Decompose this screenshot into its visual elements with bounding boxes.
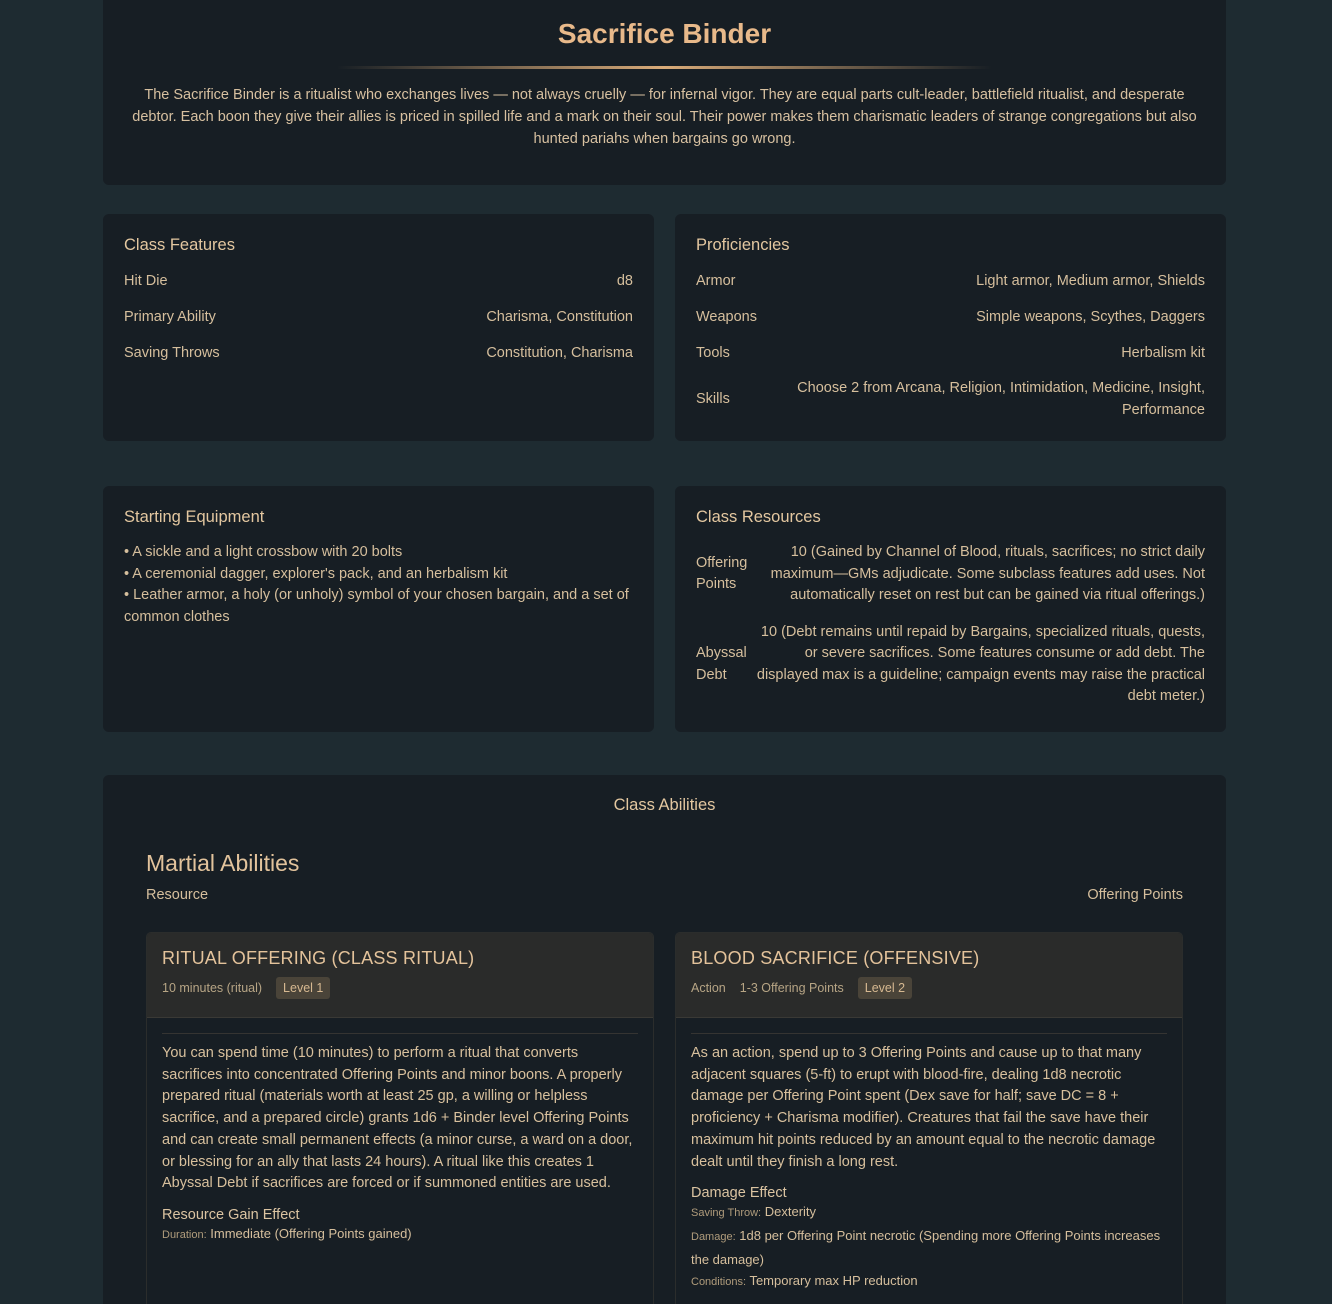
ability-name: BLOOD SACRIFICE (OFFENSIVE)	[691, 948, 980, 968]
effect-key: Damage:	[691, 1230, 736, 1243]
effect-key: Saving Throw:	[691, 1207, 762, 1220]
feature-row-hit-die	[124, 270, 633, 291]
resource-label: Resource	[146, 887, 209, 903]
prof-row-skills	[696, 378, 1205, 421]
prof-row-tools	[696, 342, 1205, 363]
effect-title: Damage Effect	[691, 1185, 787, 1202]
ability-card-ritual-offering	[146, 932, 654, 1304]
ability-casting-time: 10 minutes (ritual)	[162, 981, 263, 995]
prof-row-weapons	[696, 306, 1205, 327]
ability-card-header	[676, 933, 1182, 1018]
effect-value: Temporary max HP reduction	[749, 1273, 918, 1289]
class-features-title: Class Features	[124, 236, 235, 254]
ability-description: As an action, spend up to 3 Offering Points and cause up to that many adjacent squares (5-ft) to erupt with blood-fire, dealing 1d8 necrotic damage per Offering Point spent (Dex save for half; save DC = 8 + proficiency + Charisma modifier). Creatures that fail the save have their maximum hit points reduced by an amount equal to the necrotic damage dealt until they finish a long rest.	[691, 1045, 1156, 1170]
class-resources-card	[675, 486, 1226, 732]
martial-abilities-heading: Martial Abilities	[146, 850, 300, 876]
row-value: Constitution, Charisma	[486, 344, 633, 361]
class-resources-list	[696, 542, 1205, 708]
class-features-card	[103, 214, 654, 441]
row-label: Abyssal Debt	[696, 645, 747, 683]
proficiencies-title: Proficiencies	[696, 236, 790, 254]
page-title: Sacrifice Binder	[557, 18, 772, 49]
list-item: • Leather armor, a holy (or unholy) symbol of your chosen bargain, and a set of common clothes	[124, 587, 629, 625]
ability-description: You can spend time (10 minutes) to perform a ritual that converts sacrifices into concentrated Offering Points and minor boons. A properly prepared ritual (materials worth at least 25 gp, a willing or helpless sacrifice, and a prepared circle) grants 1d6 + Binder level Offering Points and can create small permanent effects (a minor curse, a ward on a door, or blessing for an ally that lasts 24 hours). A ritual like this creates 1 Abyssal Debt if sacrifices are forced or if summoned entities are used.	[162, 1045, 633, 1192]
ability-meta	[691, 977, 912, 999]
feature-row-primary-ability	[124, 306, 633, 327]
level-badge: Level 1	[276, 977, 330, 999]
ability-action-type: Action	[691, 981, 726, 995]
row-label: Skills	[696, 390, 730, 407]
class-description: The Sacrifice Binder is a ritualist who exchanges lives — not always cruelly — for infernal vigor. They are equal parts cult-leader, battlefield ritualist, and desperate debtor. Each boon they give their allies is priced in spilled life and a mark on their soul. Their power makes them charismatic leaders of strange congregations but also hunted pariahs when bargains go wrong.	[132, 87, 1197, 147]
row-value: Light armor, Medium armor, Shields	[976, 272, 1205, 289]
proficiencies-list	[696, 270, 1205, 421]
feature-row-saving-throws	[124, 342, 633, 363]
class-header	[103, 0, 1226, 185]
row-label: Saving Throws	[124, 344, 220, 361]
class-abilities-panel	[103, 775, 1226, 1304]
prof-row-armor	[696, 270, 1205, 291]
row-value: Herbalism kit	[1121, 344, 1205, 361]
effect-duration	[162, 1223, 638, 1247]
effect-key: Duration:	[162, 1228, 207, 1241]
ability-card-body	[691, 1033, 1167, 1294]
proficiencies-card	[675, 214, 1226, 441]
row-value: 10 (Debt remains until repaid by Bargains, specialized rituals, quests, or severe sacrifices. Some features consume or add debt. The displayed max is a guideline; campaign events may raise the practical debt meter.)	[756, 623, 1205, 704]
effect-conditions	[691, 1270, 1167, 1294]
class-resources-title: Class Resources	[696, 508, 821, 526]
list-item: • A ceremonial dagger, explorer's pack, and an herbalism kit	[124, 565, 508, 582]
equipment-list	[124, 542, 633, 628]
list-item: • A sickle and a light crossbow with 20 bolts	[124, 544, 403, 560]
ability-card-header	[147, 933, 653, 1018]
class-abilities-title: Class Abilities	[613, 796, 716, 814]
ability-meta	[162, 977, 330, 999]
effect-value: Dexterity	[764, 1204, 817, 1220]
row-value: 10 (Gained by Channel of Blood, rituals, sacrifices; no strict daily maximum—GMs adjudicate. Some subclass features add uses. Not automatically reset on rest but can be gained via ritual offerings.)	[770, 544, 1205, 603]
resource-row-abyssal-debt	[696, 622, 1205, 708]
effect-damage	[691, 1225, 1167, 1270]
effect-saving-throw	[691, 1201, 1167, 1225]
row-value: Charisma, Constitution	[486, 308, 633, 325]
row-value: Choose 2 from Arcana, Religion, Intimidation, Medicine, Insight, Performance	[797, 380, 1205, 418]
ability-cost: 1-3 Offering Points	[739, 981, 844, 995]
ability-card-blood-sacrifice	[675, 932, 1183, 1304]
ability-name: RITUAL OFFERING (CLASS RITUAL)	[162, 948, 475, 968]
row-label: Weapons	[696, 308, 757, 325]
effect-value: Immediate (Offering Points gained)	[210, 1225, 412, 1241]
row-label: Hit Die	[124, 272, 168, 289]
row-value: Simple weapons, Scythes, Daggers	[976, 308, 1205, 325]
starting-equipment-title: Starting Equipment	[124, 508, 265, 526]
effect-value: 1d8 per Offering Point necrotic (Spending more Offering Points increases the damage)	[691, 1227, 1161, 1267]
row-value: d8	[616, 272, 633, 289]
starting-equipment-card	[103, 486, 654, 732]
row-label: Tools	[696, 344, 730, 361]
class-features-list	[124, 270, 633, 363]
row-label: Primary Ability	[124, 308, 216, 325]
title-divider	[337, 66, 992, 69]
row-label: Armor	[696, 272, 736, 289]
resource-value: Offering Points	[1087, 887, 1183, 903]
level-badge: Level 2	[858, 977, 912, 999]
row-label: Offering Points	[696, 554, 748, 593]
effect-title: Resource Gain Effect	[162, 1206, 300, 1223]
resource-row-offering-points	[696, 542, 1205, 607]
effect-key: Conditions:	[691, 1276, 747, 1289]
ability-card-body	[162, 1033, 638, 1247]
